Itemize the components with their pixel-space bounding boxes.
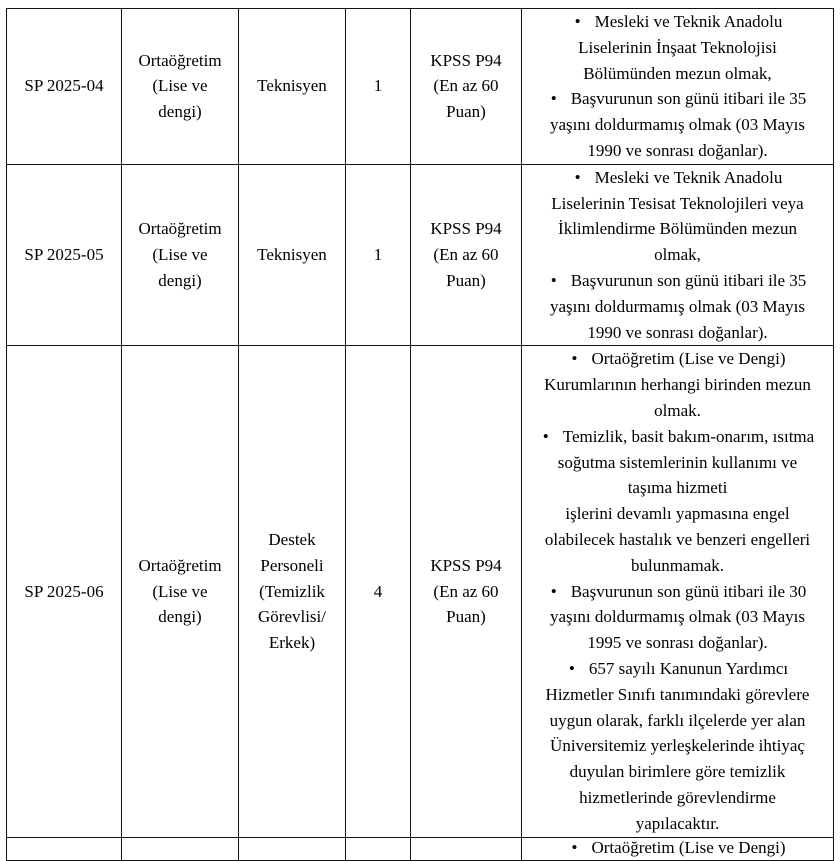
education-level-line: dengi) <box>158 270 202 290</box>
education-level <box>122 164 239 346</box>
requirement-text: yapılacaktır. <box>635 813 720 833</box>
positions-table <box>6 8 834 861</box>
requirement-text: Mesleki ve Teknik Anadolu <box>594 12 783 31</box>
requirement-line <box>522 811 833 837</box>
kpss-requirement-line: (En az 60 <box>433 245 499 265</box>
kpss-requirement <box>411 346 522 837</box>
requirement-text: işlerini devamlı yapmasına engel <box>565 504 790 524</box>
kpss-requirement-line: KPSS P94 <box>430 219 502 239</box>
requirement-line <box>522 759 833 785</box>
requirement-line <box>522 86 833 112</box>
requirement-text: Ortaöğretim (Lise ve Dengi) <box>591 837 786 857</box>
requirement-text: Üniversitemiz yerleşkelerinde ihtiyaç <box>550 736 805 756</box>
requirement-text: olmak, <box>654 245 701 265</box>
requirement-line <box>522 527 833 553</box>
position-count: 1 <box>346 9 411 165</box>
position-title-line: Destek <box>268 529 316 549</box>
requirement-line <box>522 604 833 630</box>
kpss-requirement-line: Puan) <box>446 270 486 290</box>
table-row <box>7 346 834 837</box>
education-level <box>122 9 239 165</box>
bullet-icon: • <box>550 581 557 601</box>
requirement-line <box>522 165 833 191</box>
requirement-text: Mesleki ve Teknik Anadolu <box>594 167 783 187</box>
position-code: SP 2025-05 <box>7 164 122 346</box>
requirement-line <box>522 835 833 861</box>
kpss-requirement-line: Puan) <box>446 607 486 627</box>
bullet-icon: • <box>568 658 575 678</box>
bullet-icon: • <box>571 837 578 857</box>
requirements-cell <box>522 164 834 346</box>
bullet-icon: • <box>550 89 557 109</box>
education-level <box>122 346 239 837</box>
position-code: SP 2025-04 <box>7 9 122 165</box>
education-level-line: Ortaöğretim <box>138 50 222 70</box>
requirement-line <box>522 450 833 476</box>
requirement-line <box>522 112 833 138</box>
requirement-text: Liselerinin İnşaat Teknolojisi <box>578 37 777 57</box>
requirement-text: 657 sayılı Kanunun Yardımcı <box>588 658 789 678</box>
requirement-line <box>522 320 833 346</box>
education-level-line: Ortaöğretim <box>138 555 222 575</box>
requirement-text: 1995 ve sonrası doğanlar). <box>587 633 768 653</box>
requirement-line <box>522 61 833 87</box>
education-level-line: dengi) <box>158 607 202 627</box>
position-title-line: Teknisyen <box>257 245 327 265</box>
bullet-icon: • <box>550 270 557 290</box>
requirement-text: bulunmamak. <box>630 555 724 575</box>
requirement-text: hizmetlerinde görevlendirme <box>579 787 776 807</box>
requirement-line <box>522 475 833 501</box>
requirement-text: Hizmetler Sınıfı tanımındaki görevlere <box>545 684 810 704</box>
requirement-text: yaşını doldurmamış olmak (03 Mayıs <box>550 115 805 135</box>
bullet-icon: • <box>571 349 578 369</box>
requirement-text: Başvurunun son günü itibari ile 30 <box>570 581 807 601</box>
requirement-text: duyulan birimlere göre temizlik <box>569 762 786 782</box>
position-title <box>239 346 346 837</box>
requirement-text: 1990 ve sonrası doğanlar). <box>587 140 768 160</box>
position-code: SP 2025-06 <box>7 346 122 837</box>
bullet-icon: • <box>574 12 581 31</box>
table-row <box>7 9 834 165</box>
requirement-text: Başvurunun son günü itibari ile 35 <box>570 89 807 109</box>
education-level-line: (Lise ve <box>152 245 208 265</box>
bullet-icon: • <box>574 167 581 187</box>
requirement-line <box>522 630 833 656</box>
kpss-requirement <box>411 164 522 346</box>
bullet-icon: • <box>542 426 549 446</box>
requirement-line <box>522 346 833 372</box>
kpss-requirement-line: KPSS P94 <box>430 50 502 70</box>
requirement-text: Liselerinin Tesisat Teknolojileri veya <box>551 193 804 213</box>
requirement-line <box>522 216 833 242</box>
requirement-text: 1990 ve sonrası doğanlar). <box>587 322 768 342</box>
requirement-text: Temizlik, basit bakım-onarım, ısıtma <box>562 426 815 446</box>
position-count: 4 <box>346 346 411 837</box>
position-title-line: (Temizlik <box>259 581 325 601</box>
requirement-text: olmak. <box>654 400 701 420</box>
requirement-text: taşıma hizmeti <box>627 478 728 498</box>
requirement-text: yaşını doldurmamış olmak (03 Mayıs <box>550 296 805 316</box>
requirement-line <box>522 9 833 35</box>
requirement-text: İklimlendirme Bölümünden mezun <box>558 219 797 239</box>
requirements-cell <box>522 346 834 837</box>
requirement-text: Ortaöğretim (Lise ve Dengi) <box>591 349 786 369</box>
requirement-line <box>522 242 833 268</box>
requirement-text: uygun olarak, farklı ilçelerde yer alan <box>549 710 806 730</box>
requirement-text: Başvurunun son günü itibari ile 35 <box>570 270 807 290</box>
education-level-line: Ortaöğretim <box>138 219 222 239</box>
requirements-cell <box>522 9 834 165</box>
position-count: 1 <box>346 164 411 346</box>
position-title-line: Görevlisi/ <box>258 607 326 627</box>
requirement-text: olabilecek hastalık ve benzeri engelleri <box>544 529 811 549</box>
requirement-line <box>522 398 833 424</box>
requirement-text: Bölümünden mezun olmak, <box>583 63 772 83</box>
requirement-line <box>522 501 833 527</box>
requirement-line <box>522 785 833 811</box>
requirement-text: yaşını doldurmamış olmak (03 Mayıs <box>550 607 805 627</box>
kpss-requirement-line: Puan) <box>446 102 486 122</box>
kpss-requirement-line: (En az 60 <box>433 76 499 96</box>
requirement-line <box>522 35 833 61</box>
education-level-line: dengi) <box>158 102 202 122</box>
requirement-line <box>522 191 833 217</box>
requirement-line <box>522 138 833 164</box>
requirement-text: Kurumlarının herhangi birinden mezun <box>544 375 811 395</box>
table-row <box>7 164 834 346</box>
kpss-requirement <box>411 9 522 165</box>
position-title <box>239 164 346 346</box>
position-title <box>239 9 346 165</box>
education-level-line: (Lise ve <box>152 76 208 96</box>
requirement-line <box>522 424 833 450</box>
requirement-line <box>522 553 833 579</box>
position-title-line: Teknisyen <box>257 76 327 96</box>
requirement-line <box>522 656 833 682</box>
kpss-requirement-line: (En az 60 <box>433 581 499 601</box>
education-level-line: (Lise ve <box>152 581 208 601</box>
position-title-line: Erkek) <box>268 633 316 653</box>
requirement-line <box>522 372 833 398</box>
requirement-line <box>522 268 833 294</box>
position-title-line: Personeli <box>260 555 324 575</box>
requirement-line <box>522 708 833 734</box>
requirement-line <box>522 682 833 708</box>
kpss-requirement-line: KPSS P94 <box>430 555 502 575</box>
requirement-line <box>522 294 833 320</box>
requirement-line <box>522 733 833 759</box>
requirement-text: soğutma sistemlerinin kullanımı ve <box>557 452 798 472</box>
requirement-line <box>522 579 833 605</box>
